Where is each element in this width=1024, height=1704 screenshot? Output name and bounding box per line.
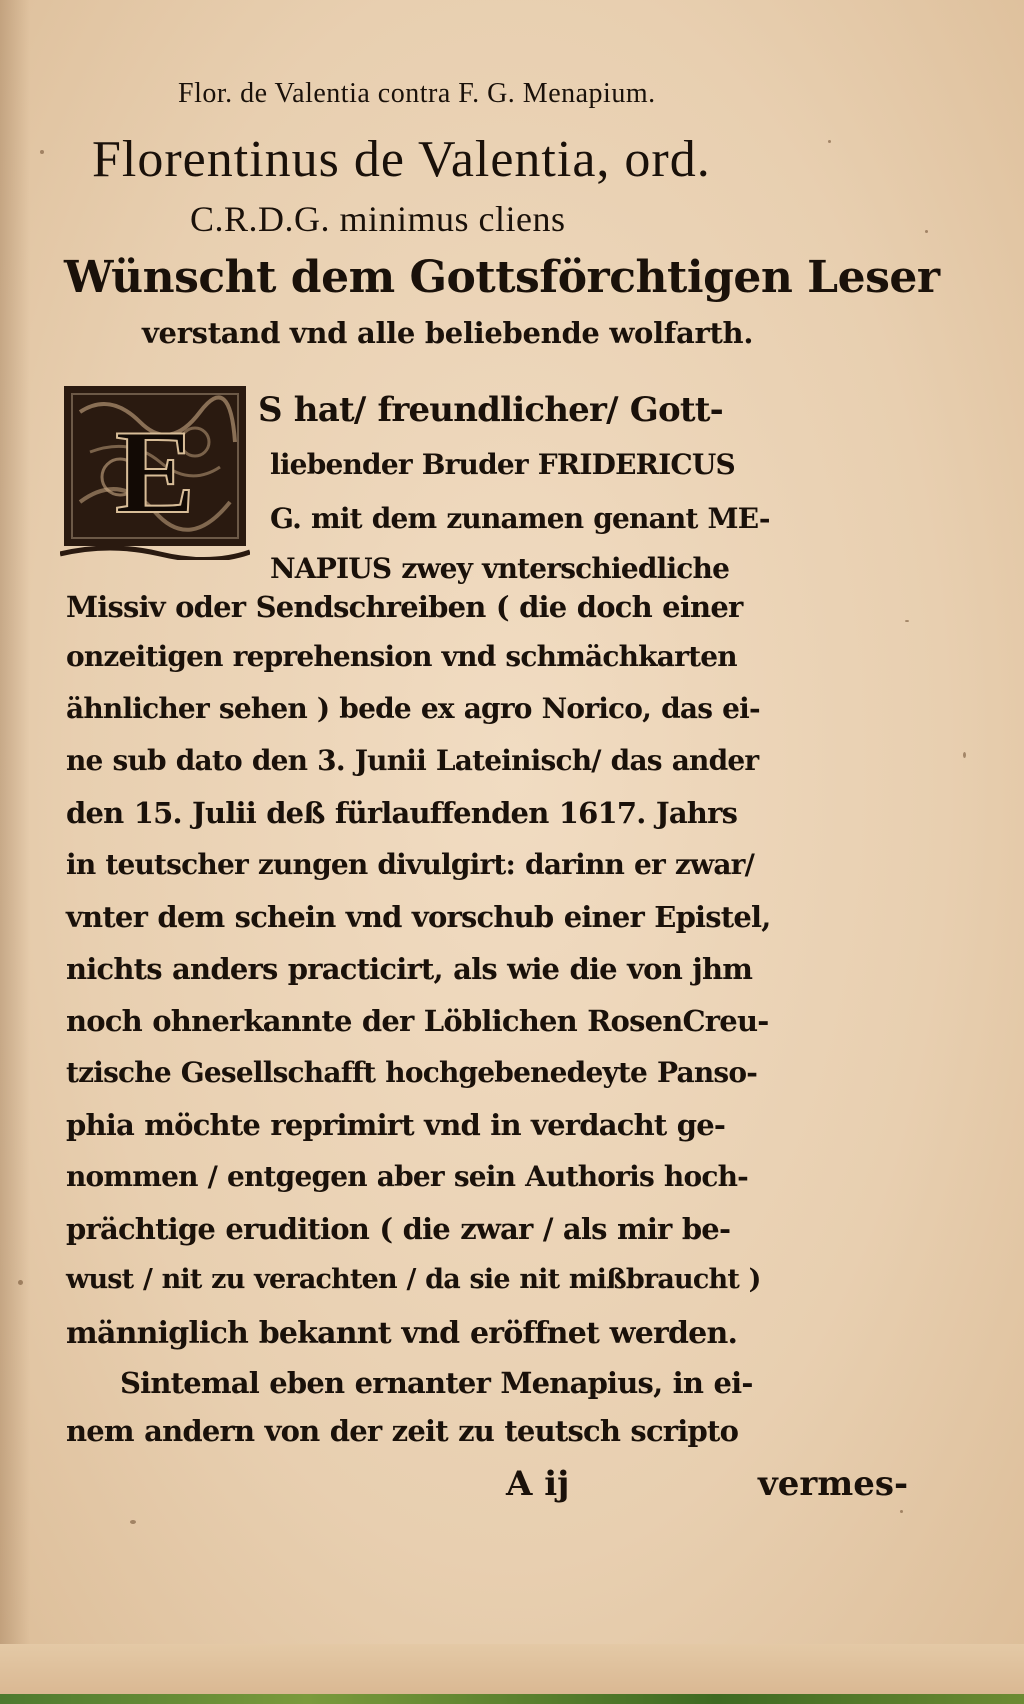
body-line: Sintemal eben ernanter Menapius, in ei-: [120, 1366, 753, 1400]
body-line: wust / nit zu verachten / da sie nit mißbraucht ): [66, 1264, 761, 1295]
body-line: nommen / entgegen aber sein Authoris hoch-: [66, 1160, 748, 1193]
paper-speck: [925, 230, 928, 233]
body-line: Missiv oder Sendschreiben ( die doch einer: [66, 590, 743, 624]
paper-speck: [828, 140, 831, 143]
paper-speck: [130, 1520, 136, 1524]
body-line: noch ohnerkannte der Löblichen RosenCreu-: [66, 1004, 769, 1038]
body-line: in teutscher zungen divulgirt: darinn er zwar/: [66, 848, 755, 881]
initial-letter: E: [114, 405, 196, 538]
page-gutter-shadow: [0, 0, 30, 1704]
body-line: den 15. Julii deß fürlauffenden 1617. Jahrs: [66, 796, 738, 830]
body-line: nem andern von der zeit zu teutsch scripto: [66, 1414, 739, 1448]
body-line: prächtige erudition ( die zwar / als mir be-: [66, 1212, 731, 1246]
body-line: G. mit dem zunamen genant ME-: [270, 502, 770, 535]
body-line: tzische Gesellschafft hochgebenedeyte Panso-: [66, 1056, 758, 1089]
body-line: männiglich bekannt vnd eröffnet werden.: [66, 1316, 738, 1351]
paper-speck: [963, 752, 966, 758]
body-line: NAPIUS zwey vnterschiedliche: [270, 552, 730, 585]
binding-edge: [0, 1694, 1024, 1704]
body-line: ähnlicher sehen ) bede ex agro Norico, das ei-: [66, 692, 760, 725]
title-line-2: C.R.D.G. minimus cliens: [190, 199, 566, 239]
running-head: Flor. de Valentia contra F. G. Menapium.: [178, 78, 656, 109]
paper-speck: [18, 1280, 23, 1285]
body-line: phia möchte reprimirt vnd in verdacht ge-: [66, 1108, 726, 1142]
body-line: S hat/ freundlicher/ Gott-: [258, 390, 723, 430]
paper-speck: [40, 150, 44, 154]
body-line: ne sub dato den 3. Junii Lateinisch/ das ander: [66, 744, 759, 777]
decorated-initial: [60, 382, 250, 560]
heading-line-2: verstand vnd alle beliebende wolfarth.: [142, 316, 754, 350]
heading-line-1: Wünscht dem Gottsförchtigen Leser: [64, 252, 940, 303]
body-line: liebender Bruder FRIDERICUS: [270, 448, 735, 481]
catchword: vermes-: [758, 1464, 909, 1504]
body-line: vnter dem schein vnd vorschub einer Epistel,: [66, 900, 771, 934]
paper-speck: [900, 1510, 903, 1513]
title-line-1: Florentinus de Valentia, ord.: [92, 131, 711, 188]
body-line: onzeitigen reprehension vnd schmächkarten: [66, 640, 737, 673]
signature-mark: A ij: [506, 1464, 570, 1504]
body-line: nichts anders practicirt, als wie die von jhm: [66, 952, 753, 986]
paper-speck: [905, 620, 909, 622]
